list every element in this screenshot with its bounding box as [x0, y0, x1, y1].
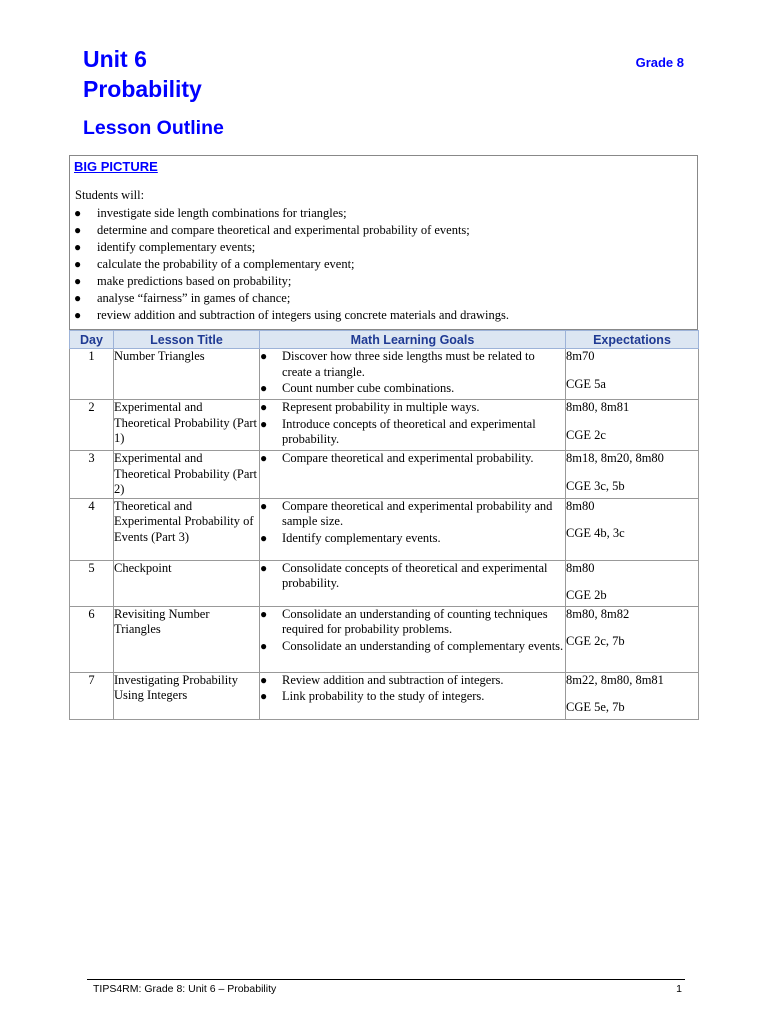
bullet-icon: ● [260, 689, 268, 703]
goal-item: ● Identify complementary events. [260, 530, 441, 545]
lesson-title-cell: Number Triangles [114, 349, 260, 400]
bullet-icon: ● [74, 223, 82, 237]
unit-title [83, 44, 202, 104]
bullet-icon: ● [260, 349, 268, 363]
lesson-title-cell: Revisiting Number Triangles [114, 606, 260, 672]
goal-item: ● Count number cube combinations. [260, 381, 455, 395]
bullet-icon: ● [260, 672, 268, 687]
expectations-cell [566, 672, 699, 719]
big-picture-list [70, 205, 509, 324]
goal-item: ● Represent probability in multiple ways. [260, 400, 480, 414]
header-lesson-title: Lesson Title [114, 331, 260, 349]
cge-codes: CGE 3c, 5b [566, 478, 625, 493]
expectations-cell [566, 451, 699, 499]
day-cell: 4 [70, 498, 114, 560]
list-item: ● determine and compare theoretical and experimental probability of events; [74, 223, 470, 237]
expectations-cell [566, 400, 699, 451]
list-item: ● identify complementary events; [74, 240, 256, 254]
list-item: ● make predictions based on probability; [74, 274, 292, 288]
goal-item: ● Consolidate an understanding of counting techniques required for probability problems. [260, 606, 548, 636]
goals-cell [260, 349, 566, 400]
lesson-title-cell: Experimental and Theoretical Probability (Part 2) [114, 451, 260, 499]
cge-codes: CGE 5a [566, 376, 606, 391]
bullet-icon: ● [74, 291, 82, 305]
cge-codes: CGE 2c [566, 427, 606, 442]
table-row [70, 451, 699, 499]
expectation-codes: 8m80 [566, 498, 595, 513]
lesson-title-cell: Theoretical and Experimental Probability of Events (Part 3) [114, 498, 260, 560]
bullet-icon: ● [260, 606, 268, 621]
table-header-row [70, 331, 699, 349]
bullet-icon: ● [74, 257, 82, 271]
big-picture-intro: Students will: [75, 188, 145, 202]
list-item: ● investigate side length combinations for triangles; [74, 206, 347, 220]
table-row [70, 672, 699, 719]
goal-item: ● Discover how three side lengths must be related to create a triangle. [260, 349, 535, 379]
header-math-learning-goals: Math Learning Goals [260, 331, 566, 349]
big-picture-heading: BIG PICTURE [74, 159, 158, 174]
grade-label: Grade 8 [635, 55, 684, 70]
table-row [70, 560, 699, 606]
bullet-icon: ● [260, 381, 268, 395]
goals-cell [260, 606, 566, 672]
expectation-codes: 8m18, 8m20, 8m80 [566, 451, 664, 465]
goal-item: ● Introduce concepts of theoretical and experimental probability. [260, 416, 536, 446]
goal-item: ● Consolidate concepts of theoretical and experimental probability. [260, 560, 548, 590]
table-row [70, 606, 699, 672]
day-cell: 5 [70, 560, 114, 606]
goals-cell [260, 400, 566, 451]
bullet-icon: ● [260, 416, 268, 431]
lesson-title-cell: Experimental and Theoretical Probability (Part 1) [114, 400, 260, 451]
goal-item: ● Compare theoretical and experimental probability. [260, 451, 534, 465]
unit-number: Unit 6 [83, 46, 147, 72]
day-cell: 7 [70, 672, 114, 719]
list-item: ● review addition and subtraction of integers using concrete materials and drawings. [74, 308, 510, 322]
expectation-codes: 8m80 [566, 560, 595, 575]
bullet-icon: ● [260, 530, 268, 545]
bullet-icon: ● [74, 206, 82, 220]
cge-codes: CGE 2c, 7b [566, 634, 625, 648]
list-item: ● calculate the probability of a complementary event; [74, 257, 355, 271]
goal-item: ● Review addition and subtraction of integers. [260, 672, 504, 687]
goals-cell [260, 498, 566, 560]
cge-codes: CGE 2b [566, 588, 607, 602]
bullet-icon: ● [260, 451, 268, 465]
goal-item: ● Consolidate an understanding of complementary events. [260, 638, 564, 653]
cge-codes: CGE 4b, 3c [566, 526, 625, 540]
table-row [70, 498, 699, 560]
page-number: 1 [676, 983, 682, 995]
big-picture-box [69, 155, 698, 330]
expectation-codes: 8m22, 8m80, 8m81 [566, 672, 664, 687]
expectations-cell [566, 560, 699, 606]
bullet-icon: ● [260, 638, 268, 653]
expectations-cell [566, 498, 699, 560]
expectations-cell [566, 606, 699, 672]
lesson-title-cell: Investigating Probability Using Integers [114, 672, 260, 719]
expectation-codes: 8m80, 8m81 [566, 400, 630, 414]
header-expectations: Expectations [566, 331, 699, 349]
bullet-icon: ● [74, 240, 82, 254]
expectation-codes: 8m80, 8m82 [566, 606, 630, 621]
bullet-icon: ● [260, 498, 268, 513]
footer-title: TIPS4RM: Grade 8: Unit 6 – Probability [93, 983, 277, 995]
goals-cell [260, 672, 566, 719]
lesson-title-cell: Checkpoint [114, 560, 260, 606]
day-cell: 2 [70, 400, 114, 451]
day-cell: 6 [70, 606, 114, 672]
footer-divider [87, 979, 685, 980]
day-cell: 1 [70, 349, 114, 400]
day-cell: 3 [70, 451, 114, 499]
lesson-table [69, 330, 699, 720]
goal-item: ● Compare theoretical and experimental probability and sample size. [260, 498, 553, 528]
table-row [70, 349, 699, 400]
list-item: ● analyse “fairness” in games of chance; [74, 291, 291, 305]
expectations-cell [566, 349, 699, 400]
cge-codes: CGE 5e, 7b [566, 700, 625, 714]
goals-cell [260, 451, 566, 499]
bullet-icon: ● [260, 400, 268, 414]
goals-cell [260, 560, 566, 606]
goal-item: ● Link probability to the study of integers. [260, 689, 485, 703]
lesson-outline-heading: Lesson Outline [83, 117, 224, 139]
bullet-icon: ● [74, 274, 82, 288]
header-day: Day [70, 331, 114, 349]
unit-topic: Probability [83, 76, 202, 102]
expectation-codes: 8m70 [566, 349, 595, 363]
bullet-icon: ● [74, 308, 82, 322]
table-row [70, 400, 699, 451]
bullet-icon: ● [260, 560, 268, 575]
